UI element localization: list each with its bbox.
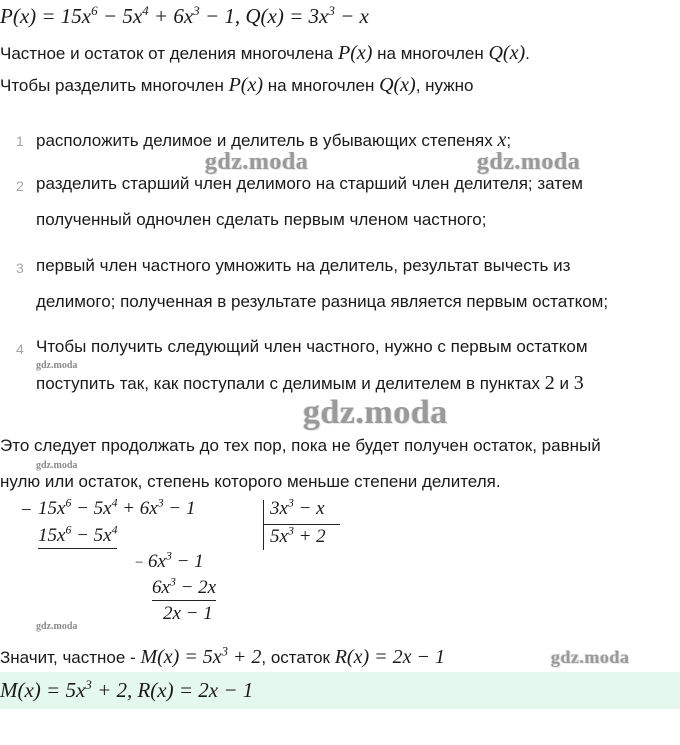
division-remainder-1 <box>148 551 204 573</box>
step-text: ; <box>506 131 512 150</box>
div-part: 5x <box>270 526 288 547</box>
step-text: расположить делимое и делитель в убывающих степенях <box>36 131 493 150</box>
watermark: gdz.moda <box>551 647 630 667</box>
intro-text: Частное и остаток от деления многочлена <box>0 44 338 63</box>
conclusion-math-part: M(x) = 5x <box>140 646 222 668</box>
watermark: gdz.moda <box>477 149 581 175</box>
div-exp: 3 <box>287 524 294 538</box>
div-part: − 1 <box>171 551 204 572</box>
intro-text: Чтобы разделить многочлен <box>0 76 229 95</box>
div-part: 6x <box>148 551 166 572</box>
conclusion-line <box>0 646 445 669</box>
div-part: + 6x <box>117 498 158 519</box>
watermark: gdz.moda <box>36 460 78 471</box>
div-part: − 1 <box>163 498 196 519</box>
step-number: 3 <box>16 260 24 276</box>
watermark: gdz.moda <box>36 621 78 632</box>
step-3-line-2: делимого; полученная в результате разница является первым остатком; <box>36 292 609 311</box>
conclusion-math-m <box>140 646 261 668</box>
formula-part: − 1, Q(x) = 3x <box>199 4 329 28</box>
div-part: 3x <box>270 498 288 519</box>
step-math: 3 <box>573 372 584 394</box>
step-4-line-2 <box>36 372 584 395</box>
watermark: gdz.moda <box>36 360 78 371</box>
division-divisor-line <box>264 524 340 525</box>
division-subtrahend-1 <box>38 525 117 549</box>
div-exp: 3 <box>169 575 176 589</box>
div-exp: 4 <box>111 523 118 537</box>
formula-exp: 3 <box>193 2 200 18</box>
step-3-line-1: первый член частного умножить на делитель, результат вычесть из <box>36 256 571 275</box>
formula-part: P(x) = 15x <box>0 4 92 28</box>
div-part: − x <box>293 498 325 519</box>
division-minus-1: − <box>21 500 32 521</box>
conclusion-text: Значит, частное - <box>0 648 141 667</box>
division-minus-2: − <box>135 555 144 571</box>
formula-part: − 5x <box>97 4 143 28</box>
div-exp: 6 <box>65 523 72 537</box>
div-part: 15x <box>38 498 66 519</box>
continue-line-1: Это следует продолжать до тех пор, пока не будет получен остаток, равный <box>0 436 601 455</box>
watermark: gdz.moda <box>303 394 448 431</box>
div-part: − 5x <box>71 525 112 546</box>
intro-text: . <box>525 44 530 63</box>
step-number: 1 <box>16 133 24 149</box>
division-quotient <box>270 526 326 548</box>
step-math: x <box>497 129 507 151</box>
conclusion-exp: 3 <box>221 644 228 659</box>
answer-part: + 2, <box>91 678 138 702</box>
intro-math-q: Q(x) <box>488 42 526 64</box>
step-number: 4 <box>16 341 24 357</box>
step-text: поступить так, как поступали с делимым и делителем в пунктах <box>36 374 541 393</box>
formula-exp: 3 <box>328 2 335 18</box>
intro-math-q: Q(x) <box>379 74 416 96</box>
intro-text: на многочлен <box>263 76 380 95</box>
division-dividend <box>38 498 195 520</box>
division-divisor <box>270 498 340 520</box>
conclusion-math-r: R(x) = 2x − 1 <box>334 646 445 668</box>
continue-line-2: нулю или остаток, степень которого меньше степени делителя. <box>0 472 501 491</box>
div-part: + 2 <box>293 526 326 547</box>
step-2-line-2: полученный одночлен сделать первым членом частного; <box>36 210 487 229</box>
div-part: − 2x <box>175 577 217 598</box>
div-part: − 5x <box>71 498 112 519</box>
div-part: 6x <box>152 577 170 598</box>
division-remainder-2: 2x − 1 <box>163 603 213 624</box>
conclusion-text: , остаток <box>261 648 335 667</box>
step-text: и <box>554 374 574 393</box>
problem-formula <box>0 4 369 29</box>
intro-math-p: P(x) <box>337 42 373 64</box>
conclusion-math-part: + 2 <box>227 646 262 668</box>
div-exp: 3 <box>157 496 164 510</box>
answer-formula <box>0 678 253 703</box>
answer-part: R(x) = 2x − 1 <box>137 678 254 702</box>
div-part: 15x <box>38 525 66 546</box>
answer-part: M(x) = 5x <box>0 678 86 702</box>
intro-line-1 <box>0 42 530 65</box>
div-exp: 6 <box>65 496 72 510</box>
step-4-line-1: Чтобы получить следующий член частного, нужно с первым остатком <box>36 337 588 356</box>
div-exp: 4 <box>111 496 118 510</box>
intro-text: на многочлен <box>372 44 489 63</box>
step-math: 2 <box>544 372 555 394</box>
formula-exp: 6 <box>91 2 98 18</box>
div-exp: 3 <box>287 496 294 510</box>
watermark: gdz.moda <box>205 149 309 175</box>
formula-part: − x <box>334 4 369 28</box>
formula-exp: 4 <box>142 2 149 18</box>
answer-exp: 3 <box>85 676 92 692</box>
division-bracket <box>263 500 264 550</box>
intro-line-2 <box>0 74 473 97</box>
intro-math-p: P(x) <box>228 74 263 96</box>
intro-text: , нужно <box>415 76 474 95</box>
step-2-line-1: разделить старший член делимого на старший член делителя; затем <box>36 174 583 193</box>
div-exp: 3 <box>165 549 172 563</box>
division-subtrahend-2 <box>152 577 216 601</box>
formula-part: + 6x <box>148 4 194 28</box>
step-number: 2 <box>16 178 24 194</box>
